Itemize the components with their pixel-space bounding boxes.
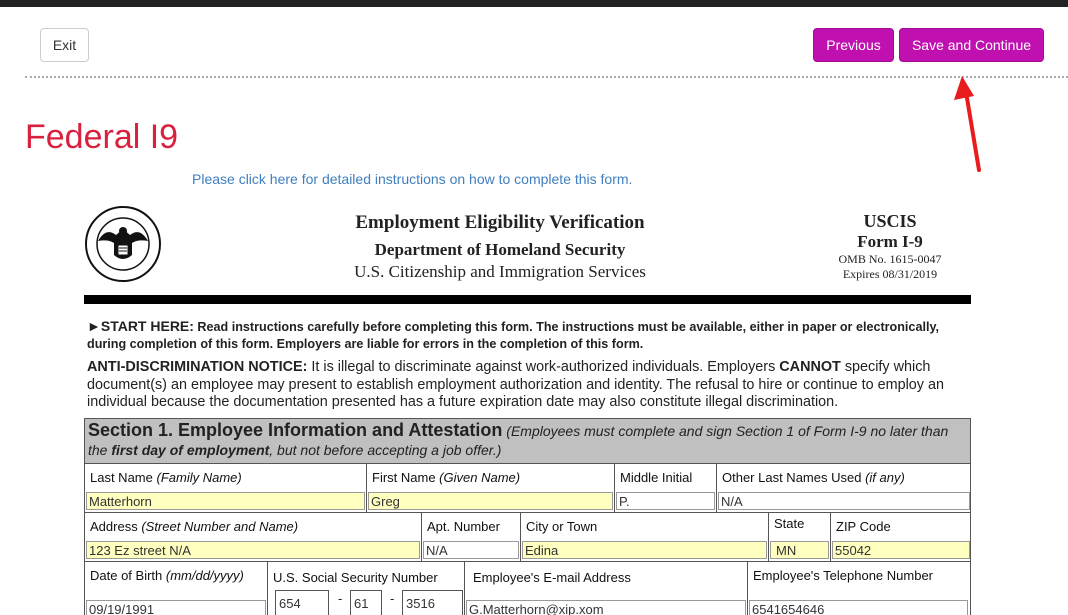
zip-code-input[interactable]	[832, 541, 970, 559]
section-1-subtitle-2: , but not before accepting a job offer.)	[269, 442, 502, 458]
other-last-names-input[interactable]	[718, 492, 970, 510]
department-name: Department of Homeland Security	[374, 240, 626, 259]
email-input[interactable]	[466, 600, 746, 615]
dob-label: Date of Birth	[90, 568, 166, 583]
save-and-continue-button[interactable]: Save and Continue	[899, 28, 1044, 62]
start-here-text: Read instructions carefully before completing this form. The instructions must be available, either in paper or electronically, during completion of this form. Employers are liable for errors in the completion of this form.	[87, 320, 940, 351]
ssn-part3-input[interactable]	[402, 590, 463, 615]
instructions-link[interactable]: Please click here for detailed instructions on how to complete this form.	[192, 171, 633, 187]
names-row	[85, 464, 970, 513]
city-cell	[521, 513, 769, 561]
middle-initial-cell	[615, 464, 717, 512]
city-label: City or Town	[526, 519, 598, 534]
first-name-cell	[367, 464, 615, 512]
section-1-subtitle-1: (Employees must complete and sign Section 1 of Form I-9 no later than the	[88, 423, 949, 458]
omb-number: OMB No. 1615-0047	[838, 252, 942, 266]
previous-button[interactable]: Previous	[813, 28, 894, 62]
ssn-label: U.S. Social Security Number	[273, 570, 438, 585]
first-name-input[interactable]	[368, 492, 613, 510]
exit-button[interactable]: Exit	[40, 28, 89, 62]
date-of-birth-input[interactable]	[86, 600, 266, 615]
anti-discrimination-lead: ANTI-DISCRIMINATION NOTICE:	[87, 359, 308, 375]
form-name: Form I-9	[857, 232, 923, 251]
email-label: Employee's E-mail Address	[473, 570, 631, 585]
last-name-hint: (Family Name)	[156, 470, 242, 485]
anti-text-1: It is illegal to discriminate against work-authorized individuals. Employers	[307, 359, 780, 375]
section-1	[84, 418, 971, 615]
address-cell	[85, 513, 422, 561]
header-rule	[84, 295, 971, 304]
first-name-label: First Name	[372, 470, 440, 485]
last-name-label: Last Name	[90, 470, 157, 485]
middle-initial-input[interactable]	[616, 492, 715, 510]
form-id-block	[830, 211, 950, 282]
start-here-notice	[87, 318, 977, 353]
anti-text-2: specify which document(s) an employee may present to establish employment authorization and identity. The refusal to hire or continue to employ an individual because the documentation presented has a future expiration date may also constitute illegal discrimination.	[87, 359, 944, 410]
dob-cell	[85, 562, 268, 615]
state-label: State	[774, 516, 805, 531]
address-input[interactable]	[86, 541, 420, 559]
address-hint: (Street Number and Name)	[141, 519, 299, 534]
anti-cannot: CANNOT	[779, 359, 841, 375]
dotted-divider	[25, 76, 1068, 78]
apt-number-cell	[422, 513, 521, 561]
apt-number-label: Apt. Number	[427, 519, 500, 534]
last-name-cell	[85, 464, 367, 512]
ssn-separator: -	[390, 591, 395, 606]
ssn-part1-input[interactable]	[275, 590, 329, 615]
zip-code-label: ZIP Code	[836, 519, 891, 534]
section-1-subtitle-bold: first day of employment	[111, 442, 270, 458]
phone-cell	[748, 562, 970, 615]
annotation-arrow-icon	[950, 70, 990, 180]
section-1-header	[85, 419, 970, 464]
phone-label: Employee's Telephone Number	[753, 568, 934, 583]
dhs-seal-icon	[84, 205, 162, 283]
first-name-hint: (Given Name)	[439, 470, 521, 485]
last-name-input[interactable]	[86, 492, 365, 510]
page-title: Federal I9	[25, 118, 179, 156]
other-last-names-label: Other Last Names Used	[722, 470, 866, 485]
address-label: Address	[90, 519, 142, 534]
zip-code-cell	[831, 513, 970, 561]
ssn-cell	[268, 562, 465, 615]
city-input[interactable]	[522, 541, 767, 559]
section-1-title: Section 1. Employee Information and Attestation	[88, 420, 503, 440]
dob-hint: (mm/dd/yyyy)	[165, 568, 244, 583]
apt-number-input[interactable]	[423, 541, 519, 559]
contact-row	[85, 562, 970, 615]
agency-name: U.S. Citizenship and Immigration Services	[354, 262, 646, 281]
top-bar	[0, 0, 1068, 7]
form-header-titles	[290, 212, 710, 282]
state-select[interactable]	[770, 541, 829, 559]
uscis-label: USCIS	[863, 211, 917, 231]
ssn-part2-input[interactable]	[350, 590, 382, 615]
expiration-date: Expires 08/31/2019	[842, 267, 938, 281]
start-here-lead: ►START HERE:	[87, 318, 194, 334]
other-last-names-cell	[717, 464, 970, 512]
anti-discrimination-notice	[87, 359, 977, 412]
middle-initial-label: Middle Initial	[620, 470, 693, 485]
ssn-separator: -	[338, 591, 343, 606]
email-cell	[465, 562, 748, 615]
address-row	[85, 513, 970, 562]
other-last-names-hint: (if any)	[865, 470, 905, 485]
form-title: Employment Eligibility Verification	[355, 212, 645, 233]
state-cell	[769, 513, 831, 561]
phone-input[interactable]	[749, 600, 968, 615]
